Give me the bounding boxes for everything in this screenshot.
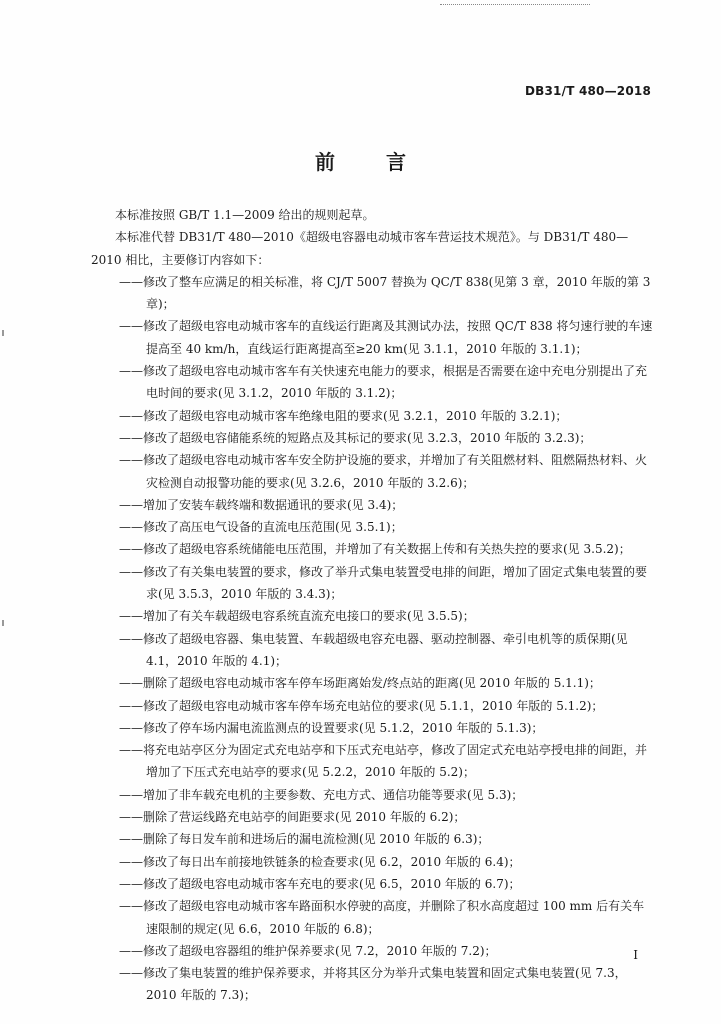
change-item: ——修改了每日出车前接地铁链条的检查要求(见 6.2，2010 年版的 6.4)；: [119, 854, 521, 869]
change-item: ——删除了每日发车前和进场后的漏电流检测(见 2010 年版的 6.3)；: [119, 832, 490, 847]
page-title: 前 言: [315, 150, 428, 174]
intro-paragraph: 本标准按照 GB/T 1.1—2009 给出的规则起草。: [115, 208, 375, 222]
change-item: ——修改了超级电容电动城市客车的直线运行距离及其测试办法，按照 QC/T 838 将匀速行驶的车速提高至 40 km/h，直线运行距离提高至≥20 km(见 3.1.1，2010 年版的 3.1.1)；: [119, 319, 653, 356]
top-edge-rule: [440, 0, 590, 5]
change-item: ——修改了超级电容电动城市客车充电的要求(见 6.5，2010 年版的 6.7)；: [119, 876, 521, 891]
change-item: ——修改了超级电容器、集电装置、车载超级电容充电器、驱动控制器、牵引电机等的质保期(见 4.1，2010 年版的 4.1)；: [119, 631, 628, 668]
change-item: ——删除了营运线路充电站亭的间距要求(见 2010 年版的 6.2)；: [119, 810, 466, 825]
standard-number: DB31/T 480—2018: [525, 84, 651, 98]
change-item: ——将充电站亭区分为固定式充电站亭和下压式充电站亭，修改了固定式充电站亭授电排的间距，并增加了下压式充电站亭的要求(见 5.2.2，2010 年版的 5.2)；: [119, 743, 648, 780]
change-item: ——修改了集电装置的维护保养要求，并将其区分为举升式集电装置和固定式集电装置(见 7.3，2010 年版的 7.3)；: [119, 966, 627, 1003]
document-body: [91, 204, 656, 1007]
intro-paragraph: 本标准代替 DB31/T 480—2010《超级电容器电动城市客车营运技术规范》。与 DB31/T 480—2010 相比，主要修订内容如下：: [91, 230, 629, 267]
change-item: ——修改了超级电容电动城市客车有关快速充电能力的要求，根据是否需要在途中充电分别提出了充电时间的要求(见 3.1.2，2010 年版的 3.1.2)；: [119, 364, 648, 401]
change-item: ——增加了非车载充电机的主要参数、充电方式、通信功能等要求(见 5.3)；: [119, 787, 524, 802]
change-item: ——修改了超级电容系统储能电压范围，并增加了有关数据上传和有关热失控的要求(见 3.5.2)；: [119, 542, 631, 557]
change-item: ——修改了有关集电装置的要求，修改了举升式集电装置受电排的间距，增加了固定式集电装置的要求(见 3.5.3，2010 年版的 3.4.3)；: [119, 564, 648, 602]
change-item: ——修改了超级电容电动城市客车停车场充电站位的要求(见 5.1.1，2010 年版的 5.1.2)；: [119, 698, 604, 713]
change-item: ——修改了超级电容电动城市客车绝缘电阻的要求(见 3.2.1，2010 年版的 3.2.1)；: [119, 408, 568, 423]
change-item: ——增加了安装车载终端和数据通讯的要求(见 3.4)；: [119, 497, 404, 512]
change-item: ——修改了超级电容电动城市客车安全防护设施的要求，并增加了有关阻燃材料、阻燃隔热材料、火灾检测自动报警功能的要求(见 3.2.6，2010 年版的 3.2.6)；: [119, 453, 648, 490]
change-item: ——修改了高压电气设备的直流电压范围(见 3.5.1)；: [119, 520, 403, 535]
change-item: ——修改了整车应满足的相关标准，将 CJ/T 5007 替换为 QC/T 838(见第 3 章，2010 年版的第 3 章)；: [119, 274, 651, 312]
change-item: ——修改了超级电容储能系统的短路点及其标记的要求(见 3.2.3，2010 年版的 3.2.3)；: [119, 430, 592, 445]
scan-edge-mark: [2, 330, 4, 336]
scan-edge-mark: [2, 620, 4, 626]
change-item: ——修改了超级电容器组的维护保养要求(见 7.2，2010 年版的 7.2)；: [119, 943, 497, 958]
page-number: I: [633, 948, 638, 962]
change-item: ——修改了停车场内漏电流监测点的设置要求(见 5.1.2，2010 年版的 5.1.3)；: [119, 720, 544, 735]
change-item: ——增加了有关车载超级电容系统直流充电接口的要求(见 3.5.5)；: [119, 609, 475, 624]
change-item: ——删除了超级电容电动城市客车停车场距离始发/终点站的距离(见 2010 年版的 5.1.1)；: [119, 676, 601, 691]
change-item: ——修改了超级电容电动城市客车路面积水停驶的高度，并删除了积水高度超过 100 mm 后有关车速限制的规定(见 6.6，2010 年版的 6.8)；: [119, 899, 645, 936]
